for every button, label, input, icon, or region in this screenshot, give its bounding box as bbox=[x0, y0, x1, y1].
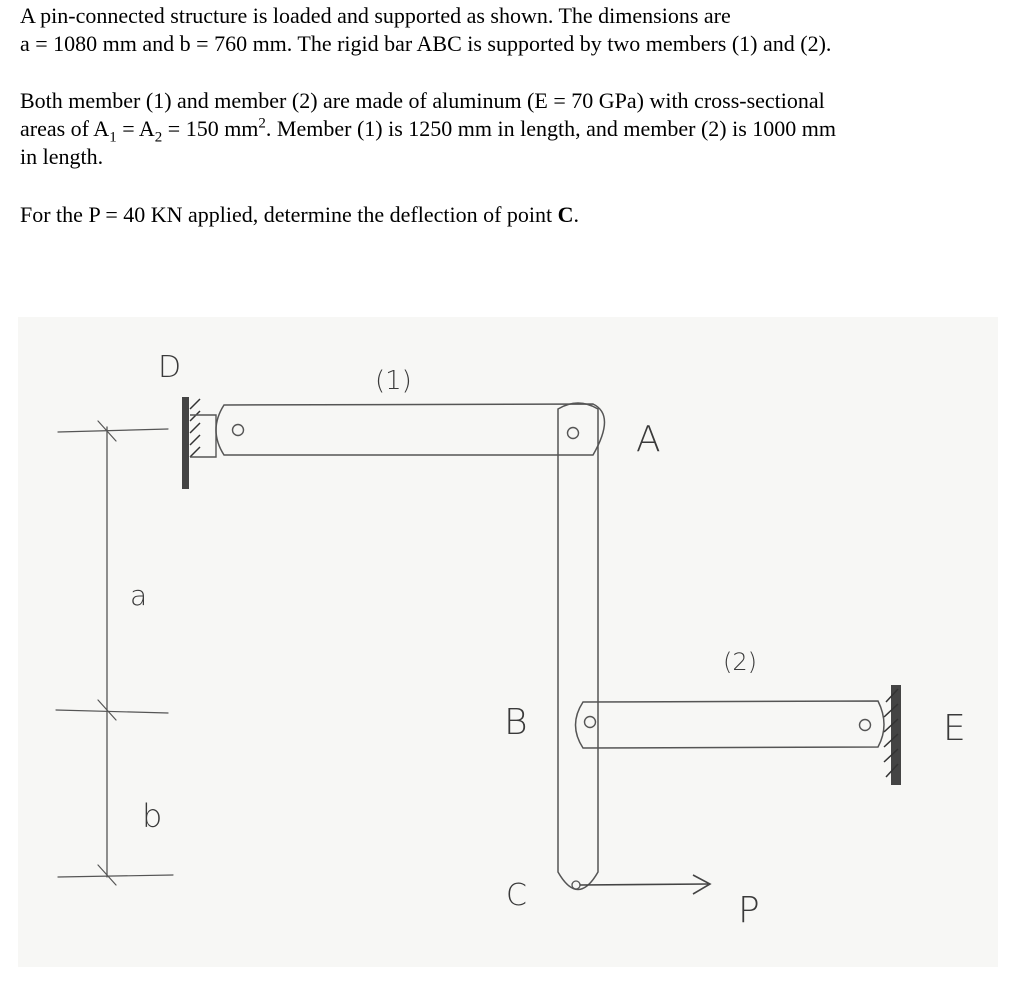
problem-paragraph-2 bbox=[20, 87, 1010, 171]
member-2 bbox=[576, 701, 885, 748]
support-d bbox=[182, 397, 216, 489]
subscript: 2 bbox=[154, 129, 163, 146]
label-d: D bbox=[158, 350, 182, 385]
structure-diagram bbox=[18, 317, 998, 967]
text-run: . bbox=[573, 202, 580, 227]
rigid-bar-abc bbox=[558, 403, 598, 890]
dimension-tick-top bbox=[58, 429, 168, 432]
pin-b bbox=[585, 717, 596, 728]
text-run: = A bbox=[116, 116, 155, 141]
point-c-bold: C bbox=[557, 202, 574, 227]
label-c: C bbox=[506, 878, 527, 913]
text-run: . Member (1) is 1250 mm in length, and member (2) is 1000 mm bbox=[265, 116, 836, 141]
label-e: E bbox=[943, 708, 966, 749]
pin-e bbox=[860, 720, 871, 731]
label-dim-a: a bbox=[130, 579, 148, 612]
label-p: P bbox=[738, 890, 760, 931]
text-run: areas of A bbox=[20, 116, 110, 141]
problem-line: Both member (1) and member (2) are made of aluminum (E = 70 GPa) with cross-sectional bbox=[20, 88, 825, 113]
label-dim-b: b bbox=[142, 797, 163, 835]
problem-line: a = 1080 mm and b = 760 mm. The rigid bar ABC is supported by two members (1) and (2). bbox=[20, 31, 832, 56]
pin-c bbox=[572, 881, 580, 889]
superscript: 2 bbox=[258, 115, 266, 132]
load-p-arrow-shaft bbox=[580, 884, 708, 885]
problem-paragraph-1 bbox=[20, 2, 1010, 58]
pin-d bbox=[233, 425, 244, 436]
text-run: = 150 mm bbox=[162, 116, 259, 141]
problem-line: A pin-connected structure is loaded and supported as shown. The dimensions are bbox=[20, 3, 731, 28]
problem-line: in length. bbox=[20, 144, 104, 169]
pin-a bbox=[568, 428, 579, 439]
diagram-svg bbox=[18, 317, 998, 967]
support-e bbox=[884, 685, 901, 785]
support-d-wall bbox=[182, 397, 189, 489]
problem-line bbox=[20, 115, 1010, 146]
label-b: B bbox=[504, 702, 528, 743]
problem-paragraph-3 bbox=[20, 201, 1010, 229]
dimension-tick-mid bbox=[56, 710, 168, 713]
label-a: A bbox=[636, 419, 661, 460]
member-1 bbox=[216, 404, 605, 455]
dimension-tick-bottom bbox=[58, 875, 173, 877]
text-run: For the P = 40 KN applied, determine the deflection of point bbox=[20, 202, 558, 227]
subscript: 1 bbox=[109, 129, 117, 146]
label-member-1: (1) bbox=[375, 366, 412, 396]
label-member-2: (2) bbox=[723, 648, 757, 676]
